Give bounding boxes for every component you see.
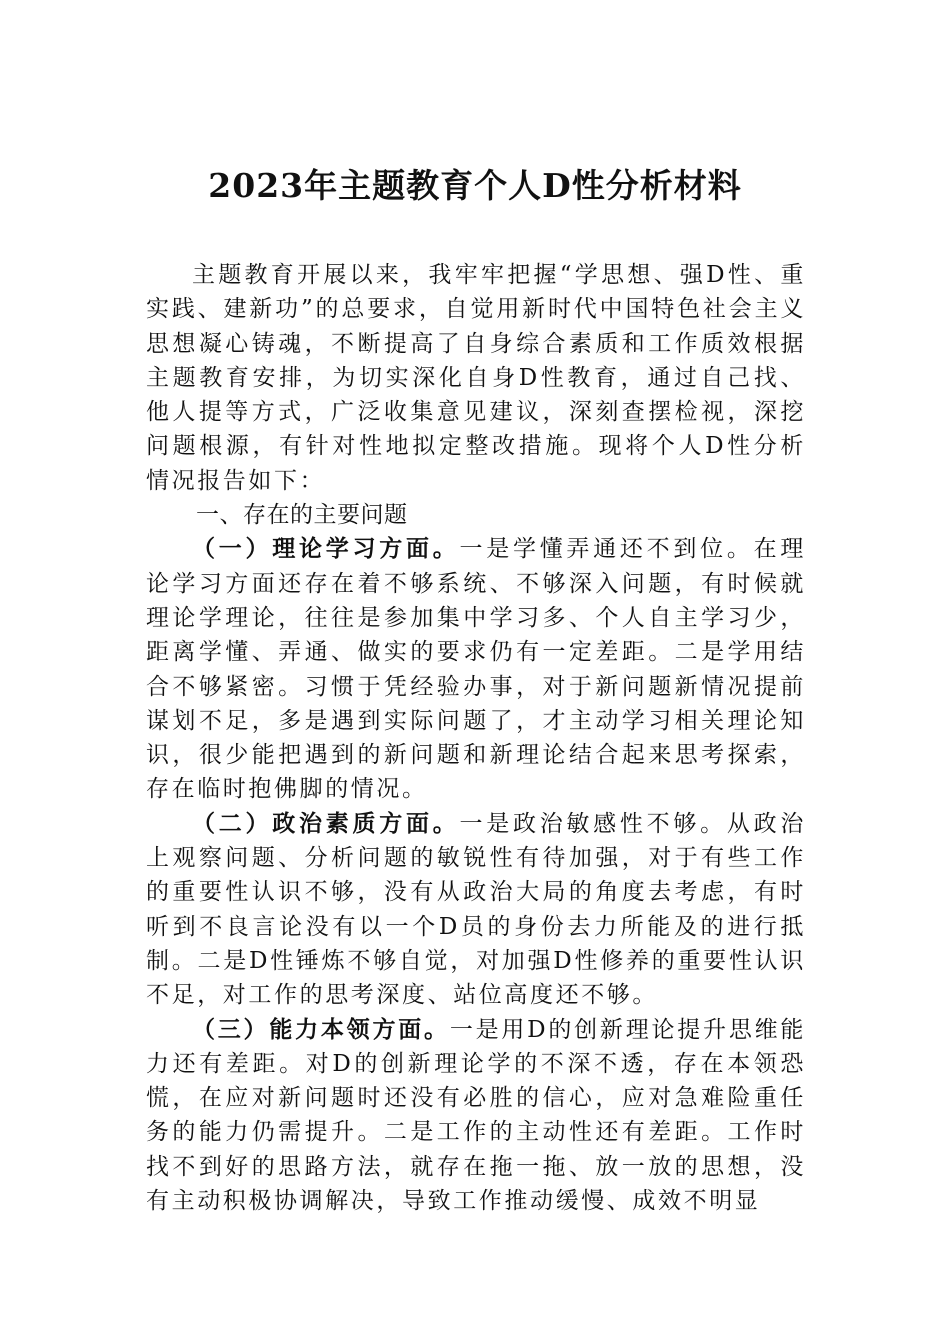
document-body bbox=[146, 258, 806, 1218]
intro-paragraph: 主题教育开展以来，我牢牢把握“学思想、强D性、重实践、建新功”的总要求，自觉用新时代中国特色社会主义思想凝心铸魂，不断提高了自身综合素质和工作质效根据主题教育安排，为切实深化自身D性教育，通过自己找、他人提等方式，广泛收集意见建议，深刻查摆检视，深挖问题根源，有针对性地拟定整改措施。现将个人D性分析情况报告如下： bbox=[146, 262, 806, 494]
section-heading-problems: 一、存在的主要问题 bbox=[196, 502, 408, 529]
subheading-political-quality: （二）政治素质方面。 bbox=[192, 809, 460, 837]
paragraph-ability-skills-text: 一是用D的创新理论提升思维能力还有差距。对D的创新理论学的不深不透，存在本领恐慌，在应对新问题时还没有必胜的信心，应对急难险重任务的能力仍需提升。二是工作的主动性还有差距。工作时找不到好的思路方法，就存在拖一拖、放一放的思想，没有主动积极协调解决，导致工作推动缓慢、成效不明显 bbox=[146, 1016, 807, 1215]
paragraph-political-quality bbox=[146, 807, 806, 1013]
document-title: 2023年主题教育个人D性分析材料 bbox=[208, 166, 742, 205]
paragraph-political-quality-text: 一是政治敏感性不够。从政治上观察问题、分析问题的敏锐性有待加强，对于有些工作的重要性认识不够，没有从政治大局的角度去考虑，有时听到不良言论没有以一个D员的身份去力所能及的进行抵制。二是D性锤炼不够自觉，对加强D性修养的重要性认识不足，对工作的思考深度、站位高度还不够。 bbox=[146, 810, 806, 1009]
paragraph-theory-study-text: 一是学懂弄通还不到位。在理论学习方面还存在着不够系统、不够深入问题，有时候就理论学理论，往往是参加集中学习多、个人自主学习少，距离学懂、弄通、做实的要求仍有一定差距。二是学用结合不够紧密。习惯于凭经验办事，对于新问题新情况提前谋划不足，多是遇到实际问题了，才主动学习相关理论知识，很少能把遇到的新问题和新理论结合起来思考探索，存在临时抱佛脚的情况。 bbox=[146, 536, 806, 803]
paragraph-theory-study bbox=[146, 532, 806, 806]
subheading-theory-study: （一）理论学习方面。 bbox=[192, 535, 460, 563]
paragraph-ability-skills bbox=[146, 1013, 806, 1219]
subheading-ability-skills: （三）能力本领方面。 bbox=[192, 1015, 450, 1043]
